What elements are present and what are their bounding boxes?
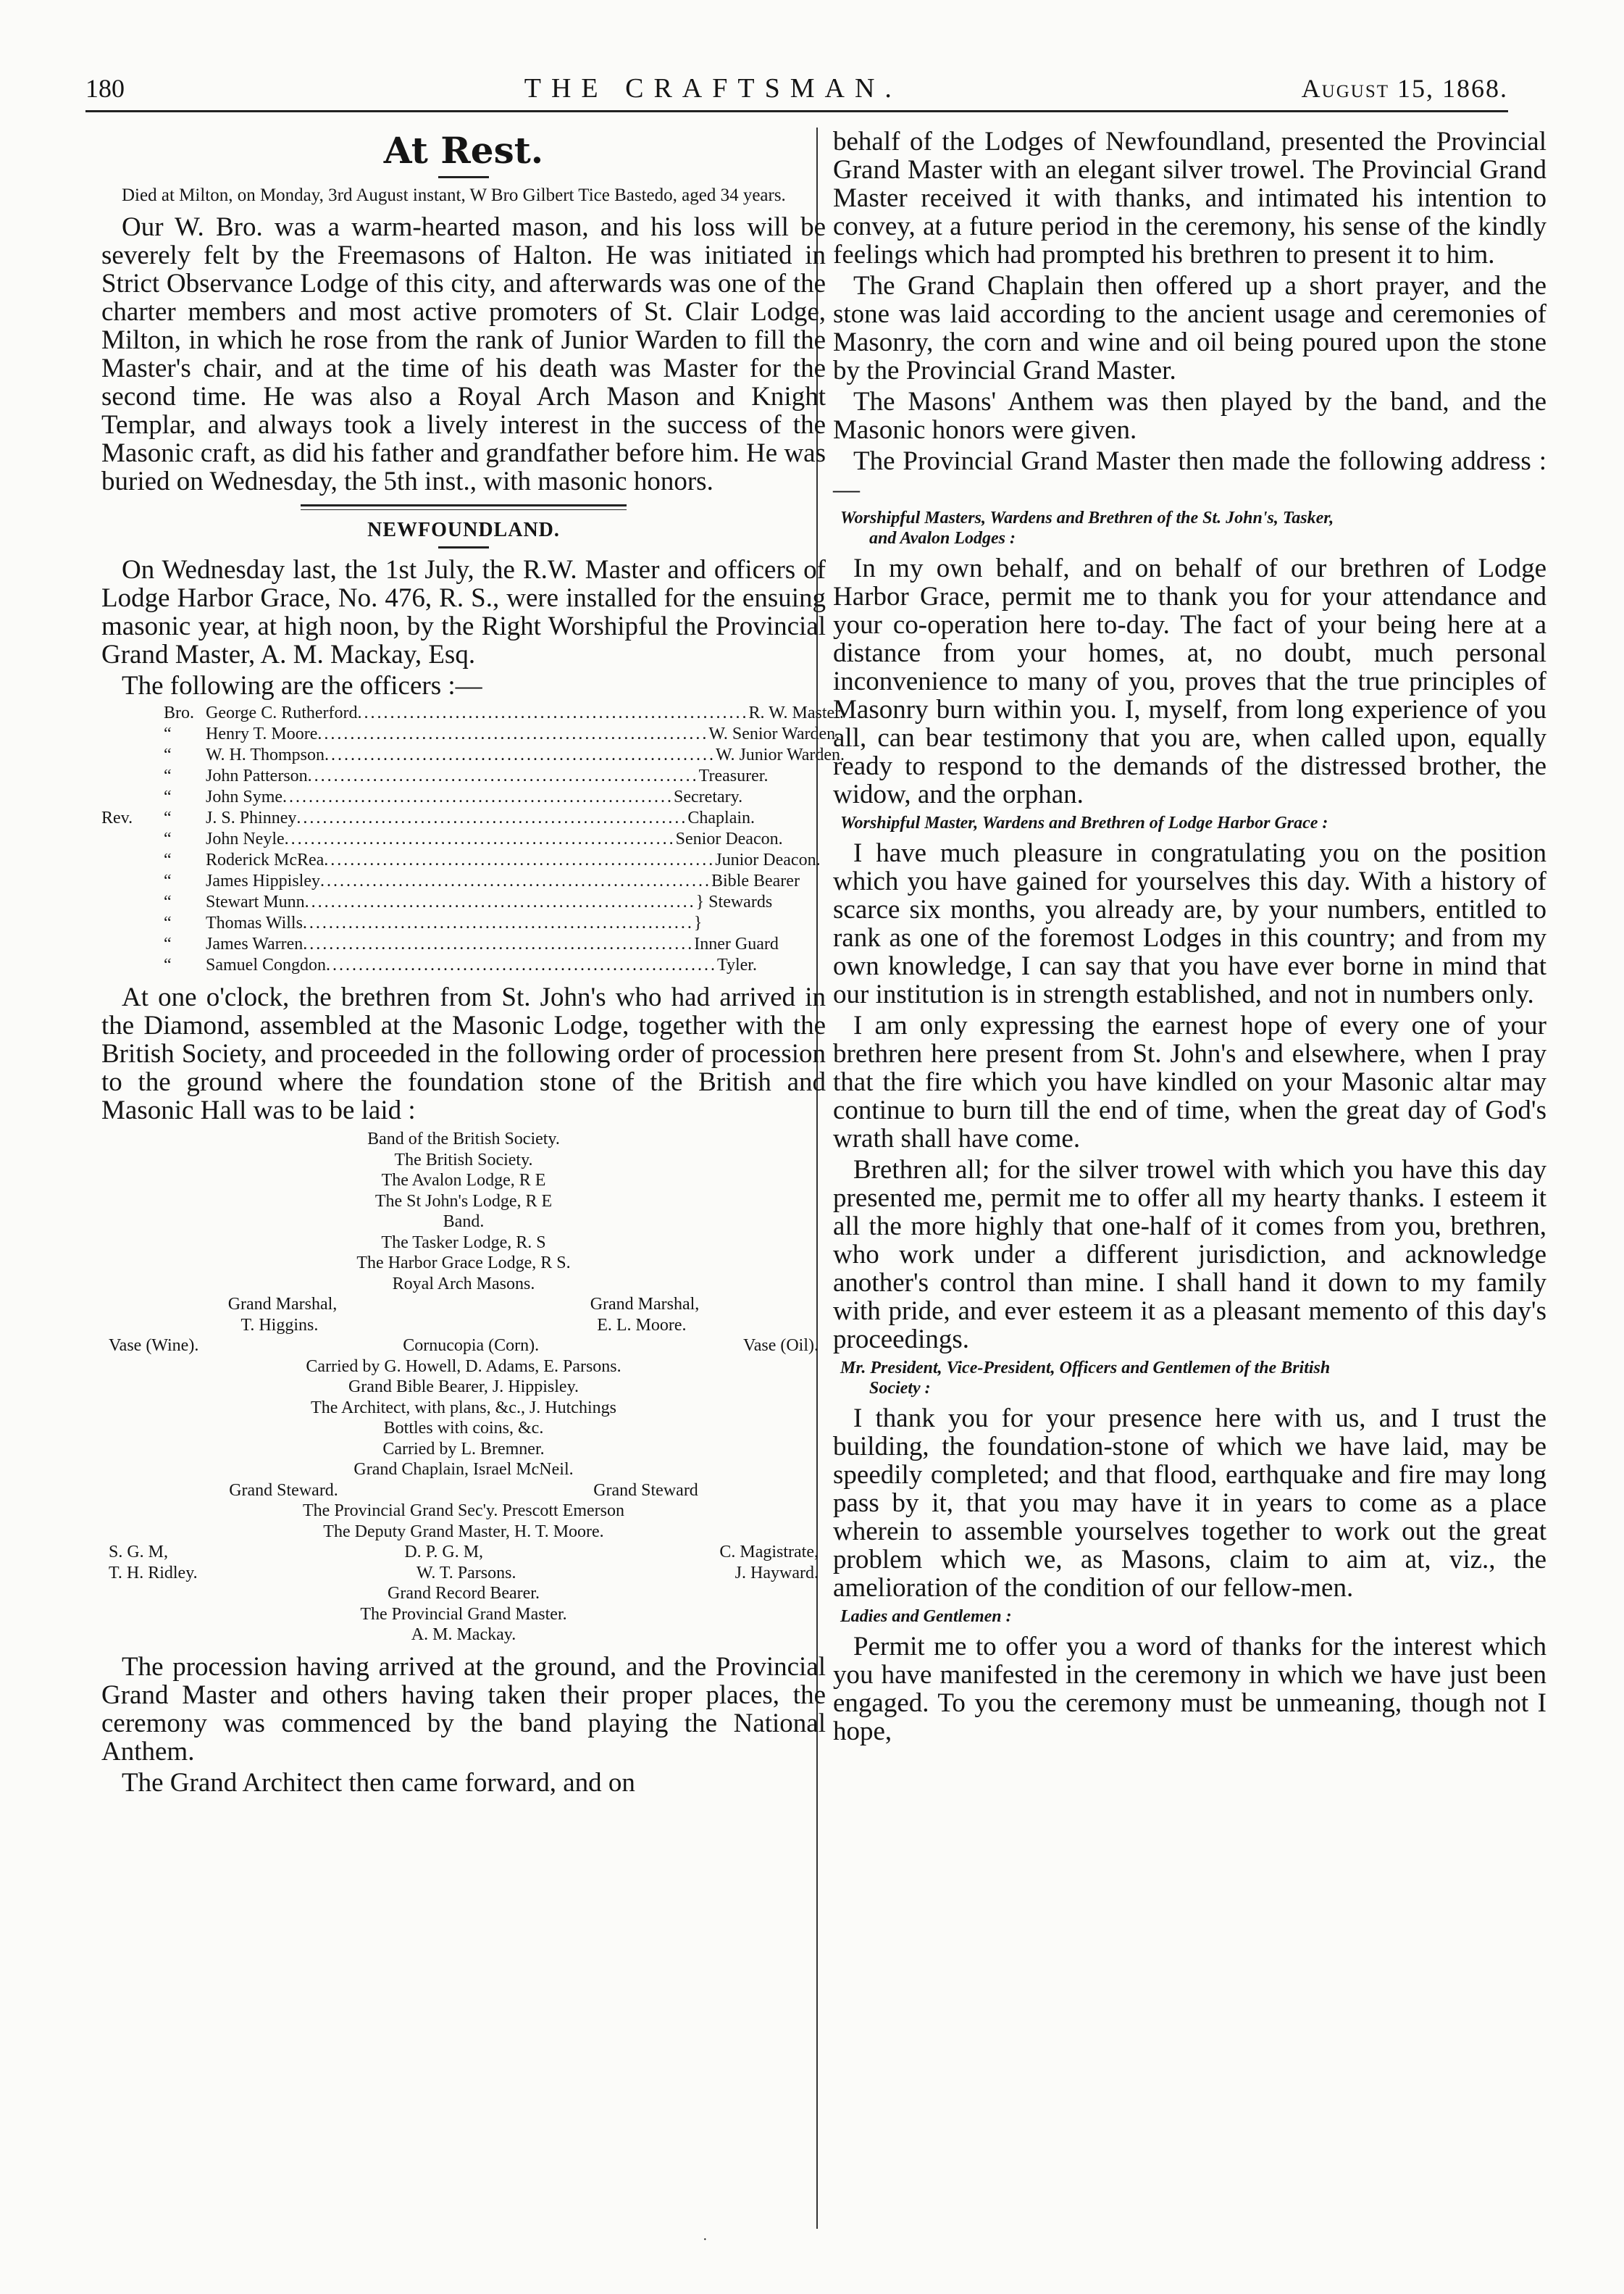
procession-line: Carried by G. Howell, D. Adams, E. Parsons. [306,1356,621,1376]
procession-line: The St John's Lodge, R E [374,1191,553,1211]
procession-cell: T. Higgins. [240,1315,319,1335]
officer-title: “ [164,725,172,743]
officer-row [101,850,826,871]
procession-line: Royal Arch Masons. [392,1274,535,1293]
address-harbor-grace-para-3: Brethren all; for the silver trowel with which you have this day presented me, permit me to offer all my hearty thanks. I esteem it all the more highly that one-half of it comes from you, brethren, who work under a different jurisdiction, and acknowledge another's control than mine. I shall hand it down to my family with pride, and ever esteem it as a pleasant memento of this day's proceedings. [833,1155,1546,1354]
officer-title: “ [164,851,172,869]
officer-row [101,808,826,829]
procession-line: The Tasker Lodge, R. S [381,1232,546,1252]
heading-dash [438,546,489,549]
officer-role: Chaplain. [687,809,756,827]
procession-cell: J. Hayward. [734,1563,819,1582]
officer-prefix [101,766,164,787]
officer-prefix [101,955,164,976]
officer-row [101,766,826,787]
procession-line: Grand Bible Bearer, J. Hippisley. [348,1377,579,1396]
procession-cell: S. G. M, [109,1543,169,1561]
obituary-body: Our W. Bro. was a warm-hearted mason, and his loss will be severely felt by the Freemasons of Halton. He was initiated in Strict Observance Lodge of this city, and afterwards was one of the charter members and most active promoters of St. Clair Lodge, Milton, in which he rose from the rank of Junior Warden to fill the Master's chair, and at the time of his death was Master for the second time. He was also a Royal Arch Mason and Knight Templar, and always took a lively interest in the success of the Masonic craft, as did his father and grandfather before him. He was buried on Wednesday, the 5th inst., with masonic honors. [101,212,826,496]
officer-role: Bible Bearer [711,872,800,891]
procession-cell: Cornucopia (Corn). [403,1336,540,1355]
procession-cell: Grand Marshal, [590,1295,700,1314]
officer-row [101,934,826,955]
obituary-notice: Died at Milton, on Monday, 3rd August instant, W Bro Gilbert Tice Bastedo, aged 34 years. [122,185,786,205]
officer-row [101,724,840,745]
address-heading-lodges: Worshipful Masters, Wardens and Brethren of the St. John's, Tasker, and Avalon Lodges : [840,509,1334,548]
officer-prefix [101,745,164,766]
procession-line: The Architect, with plans, &c., J. Hutchings [311,1398,616,1417]
officer-name: James Warren [206,935,304,954]
address-lodges-body: In my own behalf, and on behalf of our brethren of Lodge Harbor Grace, permit me to thank you for your attendance and your co-operation here to-day. The fact of your being here at a distance from your homes, at, no doubt, much personal inconvenience to many of you, proves that the true principles of Masonry burn within you. I, myself, from long experience of you all, can bear testimony that you are, when called upon, equally ready to respond to the demands of the distressed brother, the widow, and the orphan. [833,554,1546,809]
officer-name: J. S. Phinney [206,809,297,827]
officer-name: Henry T. Moore [206,725,318,743]
officer-role: } Stewards [695,893,773,912]
officer-name: James Hippisley [206,872,320,891]
officer-title: “ [164,872,172,891]
officer-name: Roderick McRea [206,851,325,869]
officer-role: W. Junior Warden. [716,746,845,764]
officer-role: Inner Guard [694,935,779,954]
leader-dots: ............................................................ [296,809,688,827]
officer-role: } [693,914,703,933]
procession-cell: C. Magistrate, [719,1543,819,1561]
heading-dash [438,176,489,178]
officer-row [101,703,844,724]
officer-role: Junior Deacon. [715,851,821,869]
officer-prefix [101,934,164,955]
officer-title: “ [164,830,172,848]
officer-title: “ [164,956,172,975]
procession-line: Band of the British Society. [367,1130,560,1148]
officer-name: Stewart Munn [206,893,305,912]
officer-name: George C. Rutherford [206,704,358,722]
officers-intro: The following are the officers :— [122,671,482,701]
officer-row [101,913,826,934]
procession-line [101,1315,826,1336]
officer-role: W. Senior Warden. [708,725,840,743]
newfoundland-heading: NEWFOUNDLAND. [367,519,560,541]
procession-line: Grand Record Bearer. [388,1584,540,1603]
leader-dots: ............................................................ [326,956,717,975]
procession-line: The Avalon Lodge, R E [381,1171,546,1190]
officer-row [101,829,826,850]
officer-row [101,955,826,976]
page-header [85,67,1508,112]
officer-title: Bro. [164,704,194,722]
officer-role: Tyler. [717,956,757,975]
procession-line [101,1542,826,1563]
right-column [833,128,1546,2251]
officer-title: “ [164,935,172,954]
procession-cell: W. T. Parsons. [416,1563,516,1582]
officer-role: Senior Deacon. [675,830,783,848]
officer-row [101,871,826,892]
procession-order [101,1129,826,1646]
officer-prefix [101,787,164,808]
procession-cell: Grand Marshal, [227,1295,338,1314]
procession-cell: D. P. G. M, [404,1543,484,1561]
leader-dots: ............................................................ [324,851,716,869]
procession-line: The Provincial Grand Sec'y. Prescott Emerson [303,1501,624,1520]
section-rule [301,504,627,510]
leader-dots: ............................................................ [302,914,694,933]
procession-cell: Vase (Oil). [743,1336,819,1355]
officer-role: Secretary. [674,788,743,806]
leader-dots: ............................................................ [303,935,695,954]
procession-cell: T. H. Ridley. [109,1563,198,1582]
officer-prefix [101,724,164,745]
officer-row [101,745,845,766]
anthem-paragraph: The Masons' Anthem was then played by the band, and the Masonic honors were given. [833,387,1546,445]
continuation-paragraph: behalf of the Lodges of Newfoundland, presented the Provincial Grand Master with an elegant silver trowel. The Provincial Grand Master received it with thanks, and intimated his intention to convey, at a future period in the ceremony, his sense of the kindly feelings which had prompted his brethren to present it to him. [833,127,1546,270]
procession-line: The British Society. [394,1150,533,1169]
procession-line: Band. [443,1212,485,1231]
address-british-society-body: I thank you for your presence here with us, and I trust the building, the foundation-stone of which we have laid, may be speedily completed; and that flood, earthquake and fire may long pass by it, that you may have it in years to come as a place wherein to assemble yourselves together to work out the great problem which we, as Masons, claim to aim at, viz., the amelioration of the condition of our fellow-men. [833,1403,1546,1603]
procession-cell: E. L. Moore. [597,1315,687,1335]
officer-title: “ [164,767,172,785]
leader-dots: ............................................................ [284,830,676,848]
officer-role: R. W. Master. [748,704,844,722]
page-number: 180 [85,74,125,103]
procession-line: The Deputy Grand Master, H. T. Moore. [323,1522,604,1541]
officer-name: John Patterson [206,767,308,785]
officer-title: “ [164,893,172,912]
procession-cell: Grand Steward [593,1480,698,1500]
leader-dots: ............................................................ [307,767,699,785]
ceremony-paragraph: The procession having arrived at the ground, and the Provincial Grand Master and others having taken their proper places, the ceremony was commenced by the band playing the National Anthem. [101,1651,826,1767]
procession-line: A. M. Mackay. [411,1625,516,1644]
chaplain-paragraph: The Grand Chaplain then offered up a short prayer, and the stone was laid according to the ancient usage and ceremonies of Masonry, the corn and wine and oil being poured upon the stone by the Provincial Grand Master. [833,271,1546,385]
procession-cell: Grand Steward. [229,1480,338,1500]
officer-title: “ [164,914,172,933]
procession-intro: At one o'clock, the brethren from St. John's who had arrived in the Diamond, assembled at the Masonic Lodge, together with the British Society, and proceeded in the following order of procession to the ground where the foundation stone of the British and Masonic Hall was to be laid : [101,983,826,1125]
leader-dots: ............................................................ [325,746,716,764]
procession-cell: Vase (Wine). [109,1336,199,1355]
officer-role: Treasurer. [698,767,769,785]
officer-prefix [101,703,164,724]
officer-name: John Neyle [206,830,285,848]
leader-dots: ............................................................ [304,893,696,912]
address-harbor-grace-para-1: I have much pleasure in congratulating you on the position which you have gained for yourselves this day. With a history of scarce six months, you already are, by your numbers, entitled to rank as one of the foremost Lodges in this country; and from my own knowledge, I can say that you have ever borne in mind that our institution is in strength established, and not in numbers only. [833,838,1546,1009]
officers-list [101,703,845,976]
officer-name: Samuel Congdon [206,956,326,975]
obituary-heading: At Rest. [383,129,544,172]
procession-line: Carried by L. Bremner. [382,1439,545,1459]
address-heading-harbor-grace: Worshipful Master, Wardens and Brethren of Lodge Harbor Grace : [840,814,1328,833]
address-heading-british-society: Mr. President, Vice-President, Officers and Gentlemen of the British Society : [840,1359,1331,1398]
officer-title: “ [164,809,172,827]
officer-prefix [101,850,164,871]
issue-date: August 15, 1868. [1301,74,1508,103]
address-harbor-grace-para-2: I am only expressing the earnest hope of every one of your brethren here present from St. John's and elsewhere, when I pray that the fire which you have kindled on your Masonic altar may continue to burn till the end of time, when the great day of God's wrath shall have come. [833,1011,1546,1154]
address-ladies-body: Permit me to offer you a word of thanks for the interest which you have manifested in the ceremony in which we have just been engaged. To you the ceremony must be unmeaning, though not I hope, [833,1632,1546,1746]
officer-title: “ [164,788,172,806]
officer-prefix [101,871,164,892]
procession-line: The Provincial Grand Master. [360,1604,567,1624]
procession-line [101,1563,826,1584]
architect-paragraph: The Grand Architect then came forward, and on [122,1767,635,1798]
officer-prefix [101,829,164,850]
leader-dots: ............................................................ [357,704,749,722]
leader-dots: ............................................................ [282,788,674,806]
procession-line [101,1294,826,1315]
procession-line: Grand Chaplain, Israel McNeil. [353,1460,574,1479]
officer-title: “ [164,746,172,764]
officer-prefix [101,892,164,913]
procession-line [101,1480,826,1501]
officer-name: Thomas Wills [206,914,303,933]
officer-prefix [101,913,164,934]
procession-line [101,1335,826,1356]
leader-dots: ............................................................ [319,872,711,891]
left-column [101,128,845,2251]
officer-prefix: Rev. [101,809,133,827]
leader-dots: ............................................................ [317,725,709,743]
officer-name: W. H. Thompson [206,746,325,764]
address-intro-paragraph: The Provincial Grand Master then made the following address :— [833,446,1546,504]
officer-row [101,787,826,808]
journal-title: THE CRAFTSMAN. [524,73,902,104]
procession-line: Bottles with coins, &c. [383,1419,544,1438]
officer-row [101,892,826,913]
newfoundland-intro: On Wednesday last, the 1st July, the R.W. Master and officers of Lodge Harbor Grace, No. 476, R. S., were installed for the ensuing masonic year, at high noon, by the Right Worshipful the Provincial Grand Master, A. M. Mackay, Esq. [101,555,826,670]
page-mark: · [703,2232,708,2248]
address-heading-ladies: Ladies and Gentlemen : [840,1607,1012,1626]
procession-line: The Harbor Grace Lodge, R S. [356,1254,571,1272]
officer-name: John Syme [206,788,283,806]
